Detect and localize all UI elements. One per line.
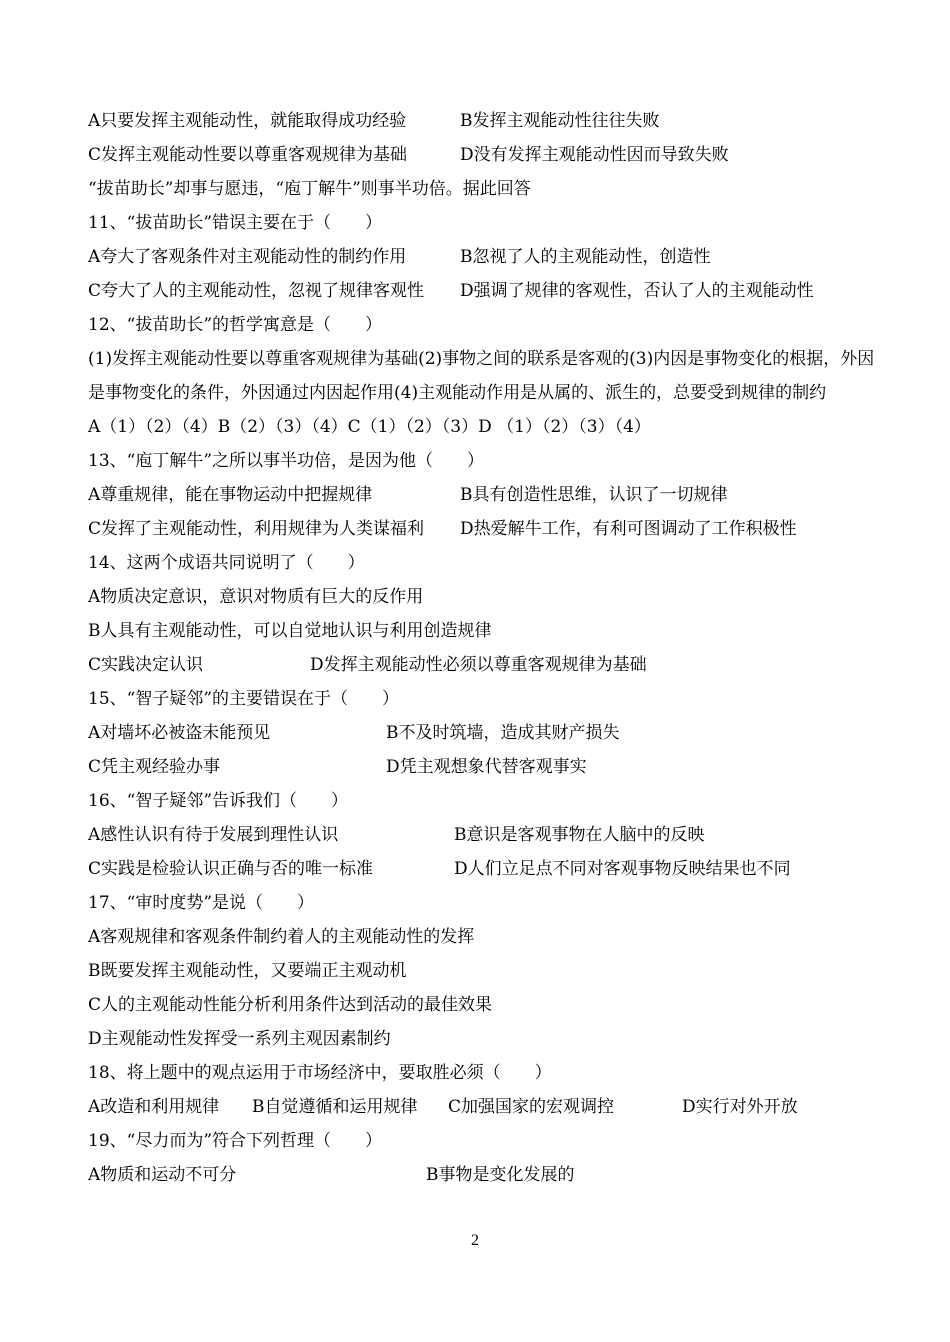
option-row	[88, 240, 878, 274]
option-row	[88, 852, 878, 886]
option-text: C加强国家的宏观调控	[448, 1097, 615, 1117]
option-text: C发挥了主观能动性，利用规律为人类谋福利	[88, 519, 425, 539]
text-line: “拔苗助长”却事与愿违，“庖丁解牛”则事半功倍。据此回答	[88, 179, 531, 199]
option-text: D没有发挥主观能动性因而导致失败	[460, 145, 729, 165]
text-line: D主观能动性发挥受一系列主观因素制约	[88, 1029, 391, 1049]
option-text: C发挥主观能动性要以尊重客观规律为基础	[88, 145, 408, 165]
option-text: D强调了规律的客观性，否认了人的主观能动性	[460, 281, 814, 301]
option-row	[88, 104, 878, 138]
option-row	[88, 750, 878, 784]
text-line: A客观规律和客观条件制约着人的主观能动性的发挥	[88, 927, 475, 947]
option-text: A物质和运动不可分	[88, 1165, 237, 1185]
option-text: D热爱解牛工作，有利可图调动了工作积极性	[460, 519, 797, 539]
text-line: 16、“智子疑邻”告诉我们（ ）	[88, 791, 349, 811]
option-row	[88, 1158, 878, 1192]
text-line: 14、这两个成语共同说明了（ ）	[88, 553, 365, 573]
option-text: C凭主观经验办事	[88, 757, 221, 777]
option-row	[88, 1090, 878, 1124]
option-text: A感性认识有待于发展到理性认识	[88, 825, 339, 845]
paragraph: (1)发挥主观能动性要以尊重客观规律为基础(2)事物之间的联系是客观的(3)内因是事物变化的根据，外因是事物变化的条件，外因通过内因起作用(4)主观能动作用是从属的、派生的，总要受到规律的制约	[88, 349, 875, 403]
option-text: A对墙坏必被盗未能预见	[88, 723, 271, 743]
option-text: A只要发挥主观能动性，就能取得成功经验	[88, 111, 407, 131]
option-text: C夸大了人的主观能动性，忽视了规律客观性	[88, 281, 425, 301]
option-row	[88, 274, 878, 308]
option-text: B不及时筑墙，造成其财产损失	[386, 723, 620, 743]
text-line: A物质决定意识，意识对物质有巨大的反作用	[88, 587, 424, 607]
option-text: A改造和利用规律	[88, 1097, 220, 1117]
text-line: 11、“拔苗助长”错误主要在于（ ）	[88, 213, 383, 233]
option-text: D发挥主观能动性必须以尊重客观规律为基础	[310, 655, 647, 675]
option-text: C实践决定认识	[88, 655, 204, 675]
option-text: C实践是检验认识正确与否的唯一标准	[88, 859, 374, 879]
text-line: 19、“尽力而为”符合下列哲理（ ）	[88, 1131, 383, 1151]
option-row	[88, 716, 878, 750]
option-row	[88, 648, 878, 682]
option-text: D实行对外开放	[682, 1097, 798, 1117]
document-body	[88, 104, 878, 1192]
text-line: A（1）（2）（4）B（2）（3）（4）C（1）（2）（3）D （1）（2）（3）（4）	[88, 417, 651, 437]
option-text: A尊重规律，能在事物运动中把握规律	[88, 485, 373, 505]
option-row	[88, 818, 878, 852]
text-line: B人具有主观能动性，可以自觉地认识与利用创造规律	[88, 621, 492, 641]
page-number: 2	[471, 1232, 479, 1249]
option-row	[88, 138, 878, 172]
option-text: B自觉遵循和运用规律	[252, 1097, 418, 1117]
option-text: D人们立足点不同对客观事物反映结果也不同	[454, 859, 791, 879]
text-line: 17、“审时度势”是说（ ）	[88, 893, 315, 913]
option-text: B意识是客观事物在人脑中的反映	[454, 825, 705, 845]
option-text: A夸大了客观条件对主观能动性的制约作用	[88, 247, 407, 267]
option-row	[88, 512, 878, 546]
option-text: D凭主观想象代替客观事实	[386, 757, 587, 777]
option-text: B事物是变化发展的	[426, 1165, 575, 1185]
text-line: B既要发挥主观能动性，又要端正主观动机	[88, 961, 407, 981]
option-text: B具有创造性思维，认识了一切规律	[460, 485, 728, 505]
option-text: B忽视了人的主观能动性，创造性	[460, 247, 711, 267]
text-line: C人的主观能动性能分析利用条件达到活动的最佳效果	[88, 995, 493, 1015]
text-line: 18、将上题中的观点运用于市场经济中，要取胜必须（ ）	[88, 1063, 552, 1083]
text-line: 12、“拔苗助长”的哲学寓意是（ ）	[88, 315, 383, 335]
option-row	[88, 478, 878, 512]
text-line: 15、“智子疑邻”的主要错误在于（ ）	[88, 689, 400, 709]
option-text: B发挥主观能动性往往失败	[460, 111, 660, 131]
text-line: 13、“庖丁解牛”之所以事半功倍，是因为他（ ）	[88, 451, 485, 471]
